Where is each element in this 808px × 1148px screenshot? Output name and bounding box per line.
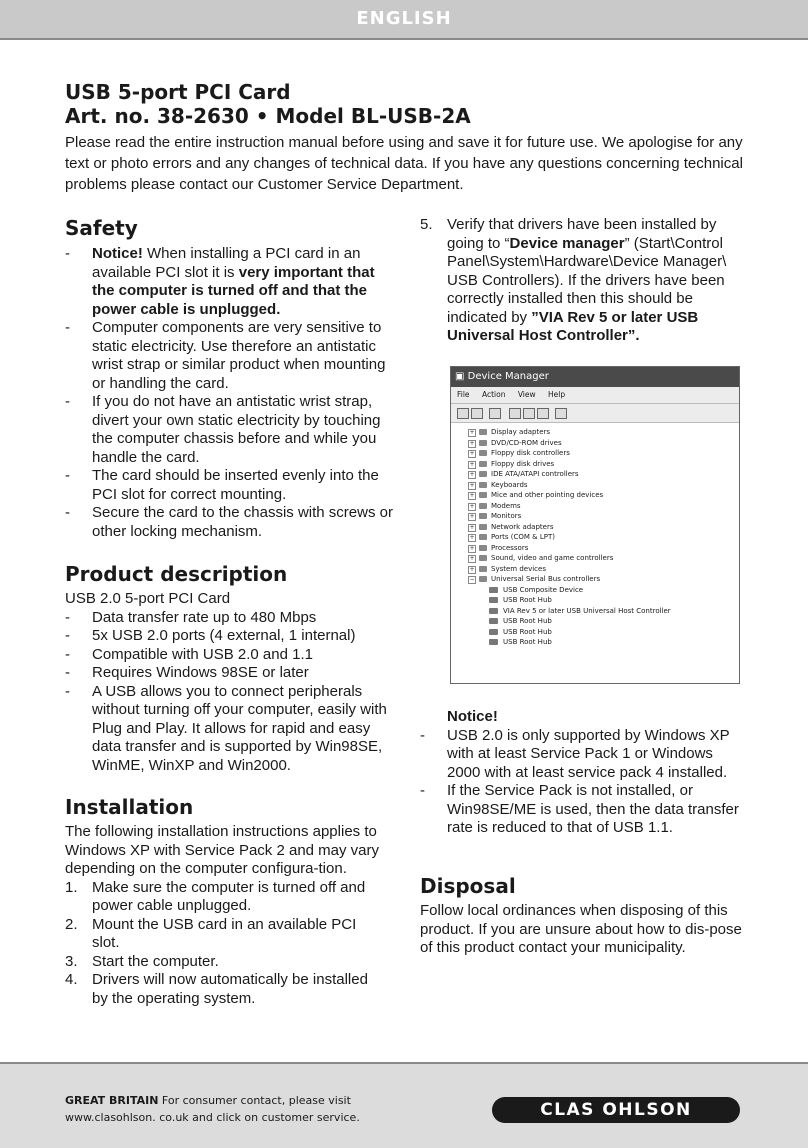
footer-contact	[65, 1092, 425, 1126]
expand-icon: +	[469, 481, 475, 489]
step-number: 2.	[65, 915, 78, 933]
list-marker: -	[65, 504, 70, 521]
list-item	[65, 504, 395, 541]
expand-icon: +	[469, 523, 475, 531]
expand-icon: +	[469, 471, 475, 478]
tree-node-label: Universal Serial Bus controllers	[491, 575, 601, 583]
notice-label: Notice!	[92, 245, 143, 262]
tree-node-label: Processors	[491, 543, 529, 552]
back-icon	[457, 408, 469, 419]
menu-bar	[451, 387, 739, 404]
disposal-heading: Disposal	[420, 874, 516, 898]
tree-node	[451, 427, 739, 438]
product-list	[65, 609, 395, 776]
list-item	[65, 916, 380, 953]
usb-icon	[489, 608, 498, 614]
list-item	[65, 467, 395, 504]
header-banner	[0, 0, 808, 40]
device-category-icon	[479, 429, 487, 435]
usb-icon	[489, 629, 498, 635]
tree-node-label: Modems	[491, 501, 521, 510]
menu-file: File	[457, 390, 470, 399]
installation-intro: The following installation instructions applies to Windows XP with Service Pack 2 and may vary depending on the computer configura-tion.	[65, 823, 380, 877]
tree-node	[451, 574, 739, 585]
device-manager-icon: ▣	[455, 371, 468, 382]
list-marker: -	[65, 608, 70, 626]
tree-node-label: Sound, video and game controllers	[491, 554, 614, 562]
tree-node-label: Network adapters	[491, 522, 554, 531]
list-item	[420, 727, 745, 783]
intro-paragraph: Please read the entire instruction manual before using and save it for future use. We apologise for any text or photo errors and any changes of technical data. If you have any questions concerning technical problems please contact our Customer Service Department.	[65, 134, 743, 193]
tree-node-usb	[451, 616, 739, 627]
controller-name: ”VIA Rev 5 or later USB Universal Host Controller”.	[447, 308, 699, 344]
tree-node-label: USB Root Hub	[503, 617, 552, 625]
tree-node	[451, 448, 739, 459]
expand-icon: +	[469, 460, 475, 468]
tree-node-label: Monitors	[491, 512, 522, 520]
device-category-icon	[479, 450, 487, 456]
device-category-icon	[479, 471, 487, 477]
expand-icon: +	[469, 502, 475, 510]
list-item-text: Secure the card to the chassis with screws or other locking mechanism.	[92, 504, 393, 540]
list-item-text: Data transfer rate up to 480 Mbps	[92, 608, 317, 626]
list-item-text: The card should be inserted evenly into the PCI slot for correct mounting.	[92, 467, 379, 503]
list-item	[65, 609, 395, 628]
device-category-icon	[479, 440, 487, 446]
installation-section	[65, 795, 380, 1008]
window-titlebar	[451, 367, 739, 387]
device-category-icon	[479, 513, 487, 519]
tree-node-label: Floppy disk drives	[491, 459, 555, 468]
safety-list	[65, 245, 395, 541]
tree-node-label: USB Root Hub	[503, 638, 552, 646]
usb-icon	[489, 639, 498, 645]
disposal-text: Follow local ordinances when disposing of this product. If you are unsure about how to dis-pose of this product contact your municipality.	[420, 902, 742, 956]
warning-text: very important that the computer is turned off and that the power cable is unplugged.	[92, 263, 375, 318]
device-category-icon	[479, 461, 487, 467]
tree-node-label: VIA Rev 5 or later USB Universal Host Controller	[503, 606, 671, 615]
language-label: ENGLISH	[356, 8, 452, 29]
installation-heading: Installation	[65, 795, 194, 819]
tree-node-usb	[451, 637, 739, 648]
list-marker: -	[420, 782, 425, 799]
expand-icon: +	[469, 555, 475, 562]
list-item	[65, 879, 380, 916]
notice-list	[420, 727, 745, 838]
expand-icon: +	[469, 565, 475, 573]
list-marker: -	[65, 627, 70, 644]
installation-steps	[65, 879, 380, 1009]
tree-node-label: USB Root Hub	[503, 596, 552, 604]
tree-node-usb	[451, 585, 739, 596]
tree-node	[451, 501, 739, 512]
list-item	[65, 971, 380, 1008]
list-item	[65, 627, 395, 646]
list-item-text: Computer components are very sensitive to static electricity. Use therefore an antistatic wrist strap or similar product when mounting or handling the card.	[92, 319, 386, 392]
list-item	[65, 664, 395, 683]
step-text: ” (Start\Control Panel\System\Hardware\Device Manager\ USB Controllers). If the drivers have been correctly installed then this should be indicated by	[447, 234, 727, 326]
list-marker: -	[65, 664, 70, 681]
device-tree	[451, 423, 739, 648]
list-item	[65, 393, 395, 467]
device-category-icon	[479, 524, 487, 530]
scan-icon	[555, 408, 567, 419]
clas-ohlson-logo: CLAS OHLSON	[492, 1097, 740, 1123]
list-item-text: Requires Windows 98SE or later	[92, 664, 309, 681]
list-marker: -	[65, 245, 70, 262]
installation-step-5	[420, 216, 730, 346]
disposal-section	[420, 874, 745, 958]
list-item-text: 5x USB 2.0 ports (4 external, 1 internal)	[92, 627, 356, 644]
tree-node-label: Keyboards	[491, 480, 528, 489]
tree-node	[451, 564, 739, 575]
list-item-text: If the Service Pack is not installed, or Win98SE/ME is used, then the data transfer rate is reduced to that of USB 1.1.	[447, 782, 739, 836]
tree-node	[451, 438, 739, 449]
tree-node-label: DVD/CD-ROM drives	[491, 438, 562, 447]
step-text: Verify that drivers have been installed by going to “	[447, 216, 717, 252]
device-category-icon	[479, 545, 487, 551]
usb-icon	[489, 597, 498, 603]
collapse-icon: −	[469, 576, 475, 583]
list-item-text: When installing a PCI card in an available PCI slot it is	[92, 245, 361, 281]
list-marker: -	[65, 645, 70, 663]
device-manager-screenshot	[450, 366, 740, 684]
menu-view: View	[517, 390, 536, 399]
device-category-icon	[479, 482, 487, 488]
list-item	[65, 683, 395, 776]
footer-country: GREAT BRITAIN	[65, 1094, 159, 1107]
notice-heading: Notice!	[447, 708, 498, 725]
tree-node-usb	[451, 595, 739, 606]
device-manager-label: Device manager	[509, 234, 625, 252]
list-marker: -	[420, 726, 425, 744]
step-text: Mount the USB card in an available PCI slot.	[92, 915, 357, 951]
footer-contact-text: For consumer contact, please visit www.clasohlson. co.uk and click on customer service.	[65, 1094, 360, 1124]
device-category-icon	[479, 555, 487, 561]
tree-node	[451, 532, 739, 543]
tree-node	[451, 511, 739, 522]
tree-node-label: USB Composite Device	[503, 585, 584, 594]
list-item	[65, 953, 380, 972]
tree-node-label: Mice and other pointing devices	[491, 491, 604, 499]
help-icon	[537, 408, 549, 419]
device-category-icon	[479, 492, 487, 498]
tree-node	[451, 480, 739, 491]
list-marker: -	[65, 319, 70, 336]
tree-node	[451, 522, 739, 533]
product-heading: Product description	[65, 562, 288, 586]
expand-icon: +	[469, 492, 475, 499]
expand-icon: +	[469, 439, 475, 447]
list-item	[420, 216, 730, 346]
tree-node-label: System devices	[491, 564, 546, 573]
device-category-icon	[479, 566, 487, 572]
toolbar	[451, 404, 739, 423]
list-item	[420, 782, 745, 838]
step-number: 1.	[65, 878, 78, 896]
notice-section	[420, 708, 745, 838]
list-item	[65, 245, 395, 319]
step-number: 3.	[65, 952, 78, 970]
list-item-text: Compatible with USB 2.0 and 1.1	[92, 645, 313, 663]
article-number: Art. no. 38-2630 • Model BL-USB-2A	[65, 104, 471, 128]
step-number: 4.	[65, 971, 78, 988]
tree-node-label: IDE ATA/ATAPI controllers	[491, 470, 579, 478]
usb-icon	[489, 618, 498, 624]
list-item-text: USB 2.0 is only supported by Windows XP with at least Service Pack 1 or Windows 2000 with at least service pack 4 installed.	[447, 726, 730, 781]
list-marker: -	[65, 682, 70, 700]
list-item	[65, 646, 395, 665]
safety-heading: Safety	[65, 216, 138, 240]
tree-node	[451, 459, 739, 470]
menu-action: Action	[481, 390, 506, 399]
tree-node	[451, 543, 739, 554]
menu-help: Help	[548, 390, 566, 399]
safety-section	[65, 216, 395, 541]
list-marker: -	[65, 467, 70, 484]
expand-icon: +	[469, 534, 475, 541]
product-section	[65, 562, 395, 775]
update-icon	[509, 408, 521, 419]
tree-node-usb	[451, 606, 739, 617]
tree-node-label: Display adapters	[491, 428, 551, 436]
tree-node-label: USB Root Hub	[503, 627, 552, 636]
expand-icon: +	[469, 450, 475, 457]
print-icon	[523, 408, 535, 419]
device-category-icon	[479, 503, 487, 509]
list-item-text: A USB allows you to connect peripherals without turning off your computer, easily with Plug and Play. It allows for rapid and easy data transfer and is supported by Win98SE, WinME, WinXP and Win2000.	[92, 682, 387, 774]
expand-icon: +	[469, 513, 475, 520]
product-subtitle: USB 2.0 5-port PCI Card	[65, 590, 231, 607]
window-title: Device Manager	[467, 371, 549, 382]
properties-icon	[489, 408, 501, 419]
expand-icon: +	[469, 429, 475, 436]
tree-node	[451, 490, 739, 501]
expand-icon: +	[469, 544, 475, 552]
right-column	[420, 216, 745, 346]
usb-icon	[489, 587, 498, 593]
step-number: 5.	[420, 216, 433, 233]
list-item	[65, 319, 395, 393]
device-category-icon	[479, 576, 487, 582]
footer	[0, 1062, 808, 1148]
list-item-text: If you do not have an antistatic wrist strap, divert your own static electricity by touching the computer chassis before and while you handle the card.	[92, 393, 381, 466]
tree-node-label: Ports (COM & LPT)	[491, 533, 555, 541]
tree-node-usb	[451, 627, 739, 638]
device-category-icon	[479, 534, 487, 540]
product-title: USB 5-port PCI Card	[65, 80, 291, 104]
tree-node	[451, 553, 739, 564]
step-text: Drivers will now automatically be installed by the operating system.	[92, 971, 368, 1007]
step-text: Start the computer.	[92, 952, 219, 970]
tree-node-label: Floppy disk controllers	[491, 449, 570, 457]
list-marker: -	[65, 393, 70, 410]
tree-node	[451, 469, 739, 480]
forward-icon	[471, 408, 483, 419]
step-text: Make sure the computer is turned off and power cable unplugged.	[92, 878, 366, 914]
